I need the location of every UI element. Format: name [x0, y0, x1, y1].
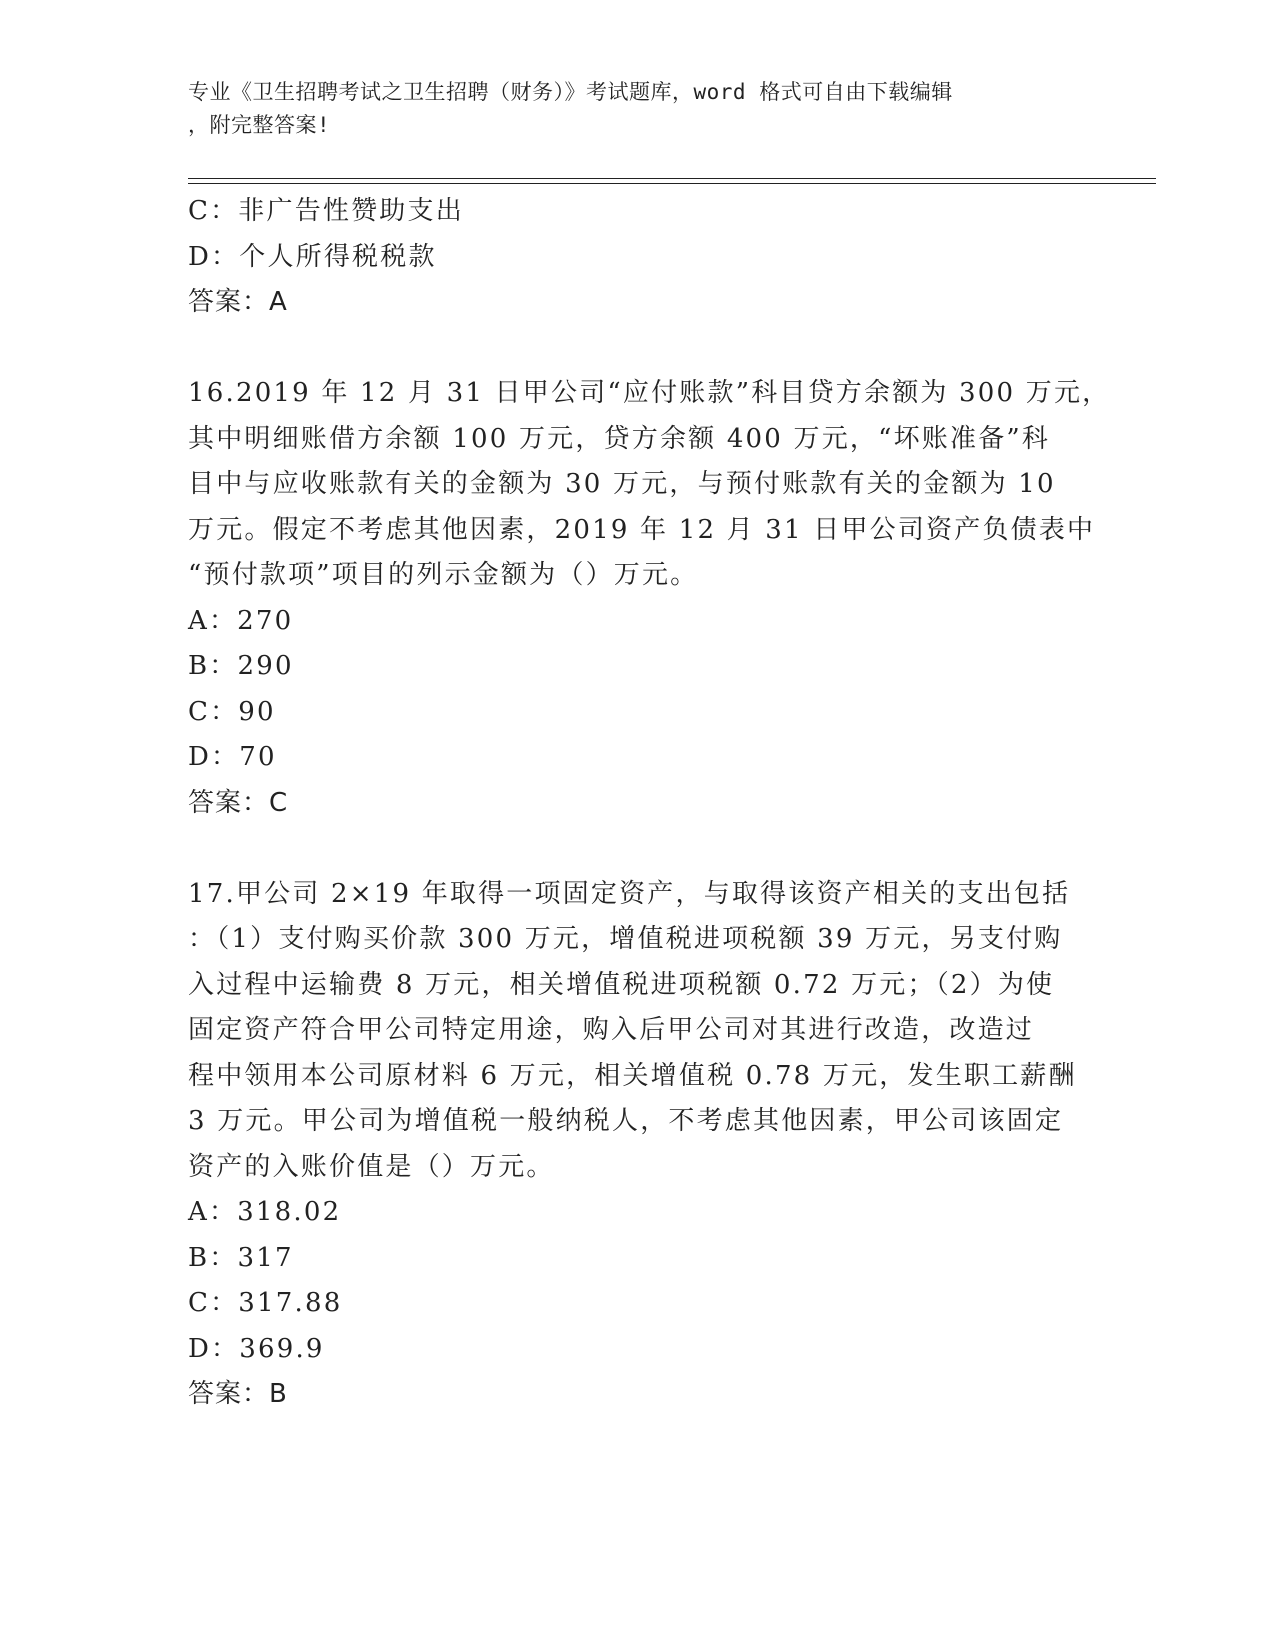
option-a: A：270	[188, 605, 294, 636]
question-text-line: 程中领用本公司原材料 6 万元，相关增值税 0.78 万元，发生职工薪酬	[188, 1060, 1077, 1091]
question-text-line: 17.甲公司 2×19 年取得一项固定资产，与取得该资产相关的支出包括	[188, 878, 1071, 909]
spacer	[188, 826, 1088, 872]
spacer	[188, 326, 1088, 372]
question-text-line: ：（1）支付购买价款 300 万元，增值税进项税额 39 万元，另支付购	[188, 924, 1063, 954]
option-d: D：70	[188, 742, 277, 772]
question-text-line: 固定资产符合甲公司特定用途，购入后甲公司对其进行改造，改造过	[188, 1015, 1035, 1045]
question-16	[188, 371, 1111, 826]
question-text-line: 16.2019 年 12 月 31 日甲公司“应付账款”科目贷方余额为 300 万元，	[188, 378, 1111, 408]
option-d: D：个人所得税税款	[188, 241, 437, 272]
option-b: B：317	[188, 1242, 294, 1273]
question-text-line: “预付款项”项目的列示金额为（）万元。	[188, 560, 699, 590]
answer-line: 答案：C	[188, 787, 289, 818]
header-divider-bottom	[188, 183, 1156, 184]
option-b: B：290	[188, 651, 294, 681]
question-text-line: 3 万元。甲公司为增值税一般纳税人，不考虑其他因素，甲公司该固定	[188, 1106, 1064, 1136]
header-line-1: 专业《卫生招聘考试之卫生招聘（财务）》考试题库，word 格式可自由下载编辑	[188, 80, 953, 104]
answer-line: 答案：A	[188, 287, 288, 317]
document-header	[188, 76, 1068, 142]
option-a: A：318.02	[188, 1197, 342, 1227]
answer-line: 答案：B	[188, 1379, 288, 1409]
option-c: C：90	[188, 696, 276, 727]
document-body	[188, 189, 1111, 1418]
header-divider-top	[188, 178, 1156, 179]
option-c: C：非广告性赞助支出	[188, 196, 464, 226]
header-line-2: ，附完整答案!	[188, 113, 331, 137]
question-text-line: 目中与应收账款有关的金额为 30 万元，与预付账款有关的金额为 10	[188, 469, 1056, 499]
question-text-line: 入过程中运输费 8 万元，相关增值税进项税额 0.72 万元；（2）为使	[188, 969, 1055, 1000]
option-c: C：317.88	[188, 1288, 343, 1318]
question-text-line: 其中明细账借方余额 100 万元，贷方余额 400 万元，“坏账准备”科	[188, 423, 1051, 454]
question-15-tail	[188, 189, 1088, 326]
question-17	[188, 872, 1088, 1418]
option-d: D：369.9	[188, 1333, 325, 1364]
question-text-line: 资产的入账价值是（）万元。	[188, 1151, 555, 1182]
question-text-line: 万元。假定不考虑其他因素，2019 年 12 月 31 日甲公司资产负债表中	[188, 514, 1096, 545]
